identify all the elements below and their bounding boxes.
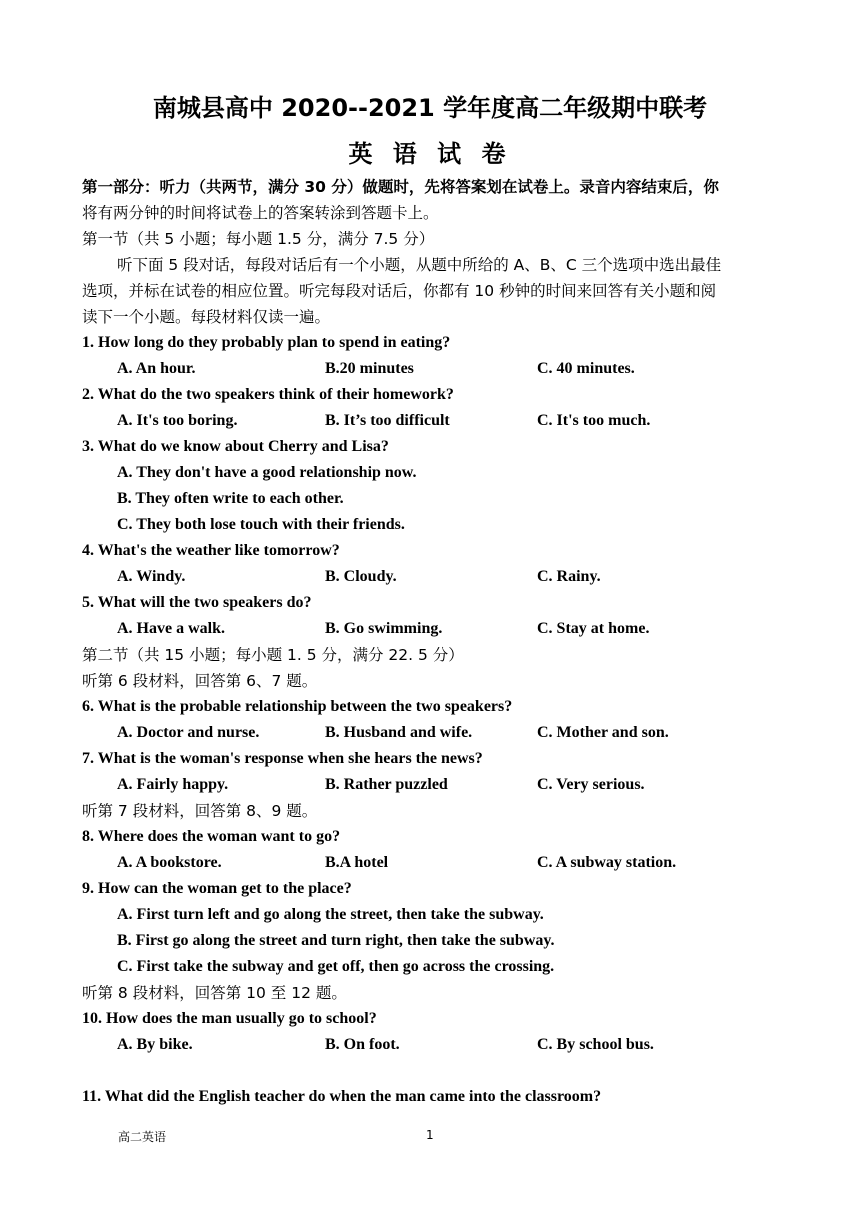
footer-subject: 高二英语 xyxy=(118,1130,167,1144)
part1-intro-line2: 将有两分钟的时间将试卷上的答案转涂到答题卡上。 xyxy=(82,204,439,222)
question-6: 6. What is the probable relationship between the two speakers? xyxy=(82,698,513,715)
q1-option-c: C. 40 minutes. xyxy=(537,360,635,377)
q7-option-b: B. Rather puzzled xyxy=(325,776,448,793)
q8-option-c: C. A subway station. xyxy=(537,854,677,871)
material-6-instr: 听第 6 段材料，回答第 6、7 题。 xyxy=(82,672,318,690)
q3-option-a: A. They don't have a good relationship now. xyxy=(117,464,417,481)
q2-option-b: B. It’s too difficult xyxy=(325,412,450,429)
q4-option-b: B. Cloudy. xyxy=(325,568,397,585)
question-4: 4. What's the weather like tomorrow? xyxy=(82,542,340,559)
question-2: 2. What do the two speakers think of their homework? xyxy=(82,386,454,403)
q10-option-a: A. By bike. xyxy=(117,1036,193,1053)
q6-option-a: A. Doctor and nurse. xyxy=(117,724,260,741)
q7-option-c: C. Very serious. xyxy=(537,776,645,793)
q9-option-c: C. First take the subway and get off, then go across the crossing. xyxy=(117,958,555,975)
part1-intro-line1: 第一部分：听力（共两节，满分 30 分）做题时，先将答案划在试卷上。录音内容结束后，你 xyxy=(82,178,719,196)
section1-title: 第一节（共 5 小题；每小题 1.5 分，满分 7.5 分） xyxy=(82,230,435,248)
footer-page-number: 1 xyxy=(426,1128,434,1142)
section1-instr-line3: 读下一个小题。每段材料仅读一遍。 xyxy=(82,308,331,326)
question-10: 10. How does the man usually go to school? xyxy=(82,1010,377,1027)
question-11: 11. What did the English teacher do when the man came into the classroom? xyxy=(82,1088,602,1105)
q6-option-b: B. Husband and wife. xyxy=(325,724,473,741)
q10-option-c: C. By school bus. xyxy=(537,1036,654,1053)
q2-option-c: C. It's too much. xyxy=(537,412,651,429)
material-7-instr: 听第 7 段材料，回答第 8、9 题。 xyxy=(82,802,318,820)
q9-option-b: B. First go along the street and turn right, then take the subway. xyxy=(117,932,555,949)
q10-option-b: B. On foot. xyxy=(325,1036,400,1053)
q7-option-a: A. Fairly happy. xyxy=(117,776,229,793)
section2-title: 第二节（共 15 小题；每小题 1. 5 分，满分 22. 5 分） xyxy=(82,646,464,664)
q2-option-a: A. It's too boring. xyxy=(117,412,238,429)
question-9: 9. How can the woman get to the place? xyxy=(82,880,352,897)
q4-option-a: A. Windy. xyxy=(117,568,186,585)
exam-subtitle: 英 语 试 卷 xyxy=(348,140,512,168)
q3-option-b: B. They often write to each other. xyxy=(117,490,344,507)
q5-option-b: B. Go swimming. xyxy=(325,620,443,637)
q1-option-a: A. An hour. xyxy=(117,360,196,377)
q1-option-b: B.20 minutes xyxy=(325,360,414,377)
question-5: 5. What will the two speakers do? xyxy=(82,594,312,611)
question-3: 3. What do we know about Cherry and Lisa? xyxy=(82,438,389,455)
q5-option-c: C. Stay at home. xyxy=(537,620,650,637)
section1-instr-line2: 选项，并标在试卷的相应位置。听完每段对话后，你都有 10 秒钟的时间来回答有关小题和阅 xyxy=(82,282,717,300)
question-1: 1. How long do they probably plan to spend in eating? xyxy=(82,334,451,351)
question-7: 7. What is the woman's response when she hears the news? xyxy=(82,750,483,767)
material-8-instr: 听第 8 段材料，回答第 10 至 12 题。 xyxy=(82,984,347,1002)
q4-option-c: C. Rainy. xyxy=(537,568,601,585)
q6-option-c: C. Mother and son. xyxy=(537,724,669,741)
q9-option-a: A. First turn left and go along the street, then take the subway. xyxy=(117,906,544,923)
q8-option-b: B.A hotel xyxy=(325,854,389,871)
question-8: 8. Where does the woman want to go? xyxy=(82,828,341,845)
section1-instr-line1: 听下面 5 段对话，每段对话后有一个小题，从题中所给的 A、B、C 三个选项中选出最佳 xyxy=(117,256,722,274)
q5-option-a: A. Have a walk. xyxy=(117,620,225,637)
exam-title: 南城县高中 2020--2021 学年度高二年级期中联考 xyxy=(152,94,708,122)
q3-option-c: C. They both lose touch with their friends. xyxy=(117,516,405,533)
q8-option-a: A. A bookstore. xyxy=(117,854,222,871)
